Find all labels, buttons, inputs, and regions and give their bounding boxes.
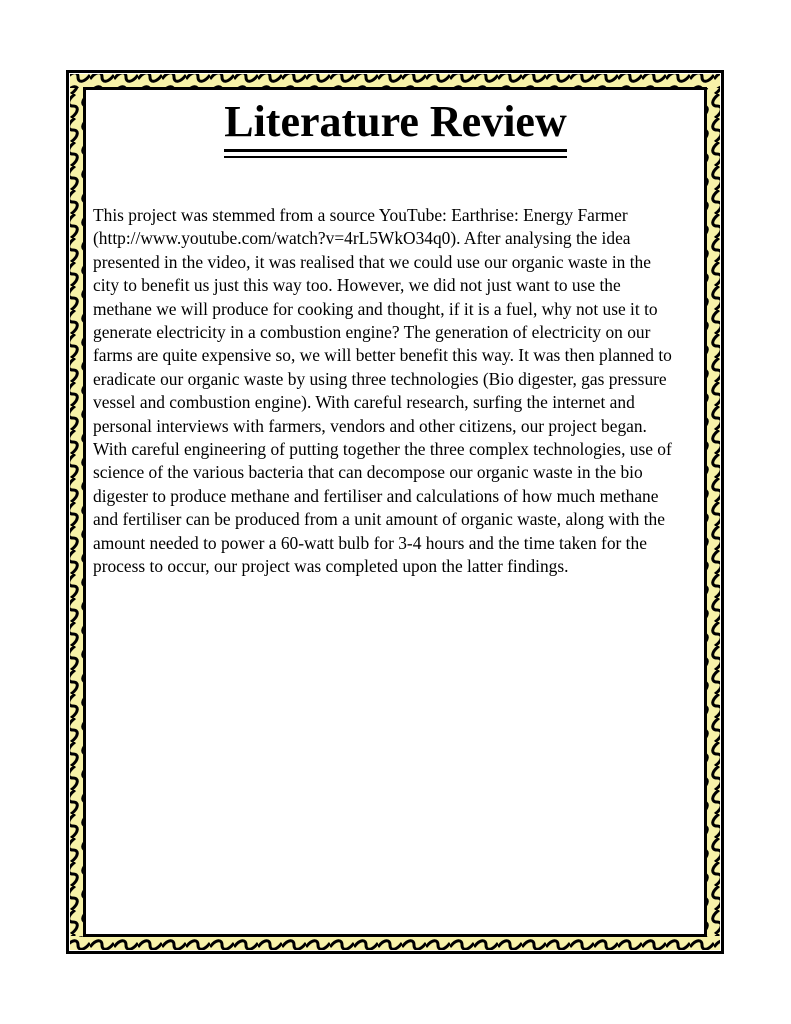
page-title-text: Literature Review — [224, 96, 567, 152]
paragraph-line: amount needed to power a 60-watt bulb for 3-4 hours and the time taken for the — [93, 532, 647, 553]
paragraph-line: farms are quite expensive so, we will better benefit this way. It was then planned to — [93, 345, 672, 366]
paragraph-line: city to benefit us just this way too. However, we did not just want to use the — [93, 275, 621, 296]
paragraph-line: generate electricity in a combustion engine? The generation of electricity on our — [93, 322, 651, 343]
paragraph-line: eradicate our organic waste by using three technologies (Bio digester, gas pressure — [93, 368, 667, 389]
paragraph-line: methane we will produce for cooking and thought, if it is a fuel, why not use it to — [93, 298, 658, 319]
paragraph-line: science of the various bacteria that can decompose our organic waste in the bio — [93, 462, 643, 483]
paragraph-line: With careful engineering of putting together the three complex technologies, use of — [93, 439, 672, 460]
paragraph-line: This project was stemmed from a source YouTube: Earthrise: Energy Farmer — [93, 205, 628, 225]
paragraph-line: digester to produce methane and fertiliser and calculations of how much methane — [93, 485, 659, 506]
paragraph-line: process to occur, our project was completed upon the latter findings. — [93, 556, 569, 577]
body-paragraph — [93, 204, 705, 579]
paragraph-line: vessel and combustion engine). With careful research, surfing the internet and — [93, 392, 635, 413]
paragraph-line: personal interviews with farmers, vendors and other citizens, our project began. — [93, 415, 647, 436]
paragraph-line: and fertiliser can be produced from a unit amount of organic waste, along with the — [93, 509, 665, 530]
page-title — [0, 96, 791, 152]
paragraph-line: (http://www.youtube.com/watch?v=4rL5WkO34q0). After analysing the idea — [93, 228, 631, 249]
paragraph-line: presented in the video, it was realised that we could use our organic waste in the — [93, 251, 651, 272]
